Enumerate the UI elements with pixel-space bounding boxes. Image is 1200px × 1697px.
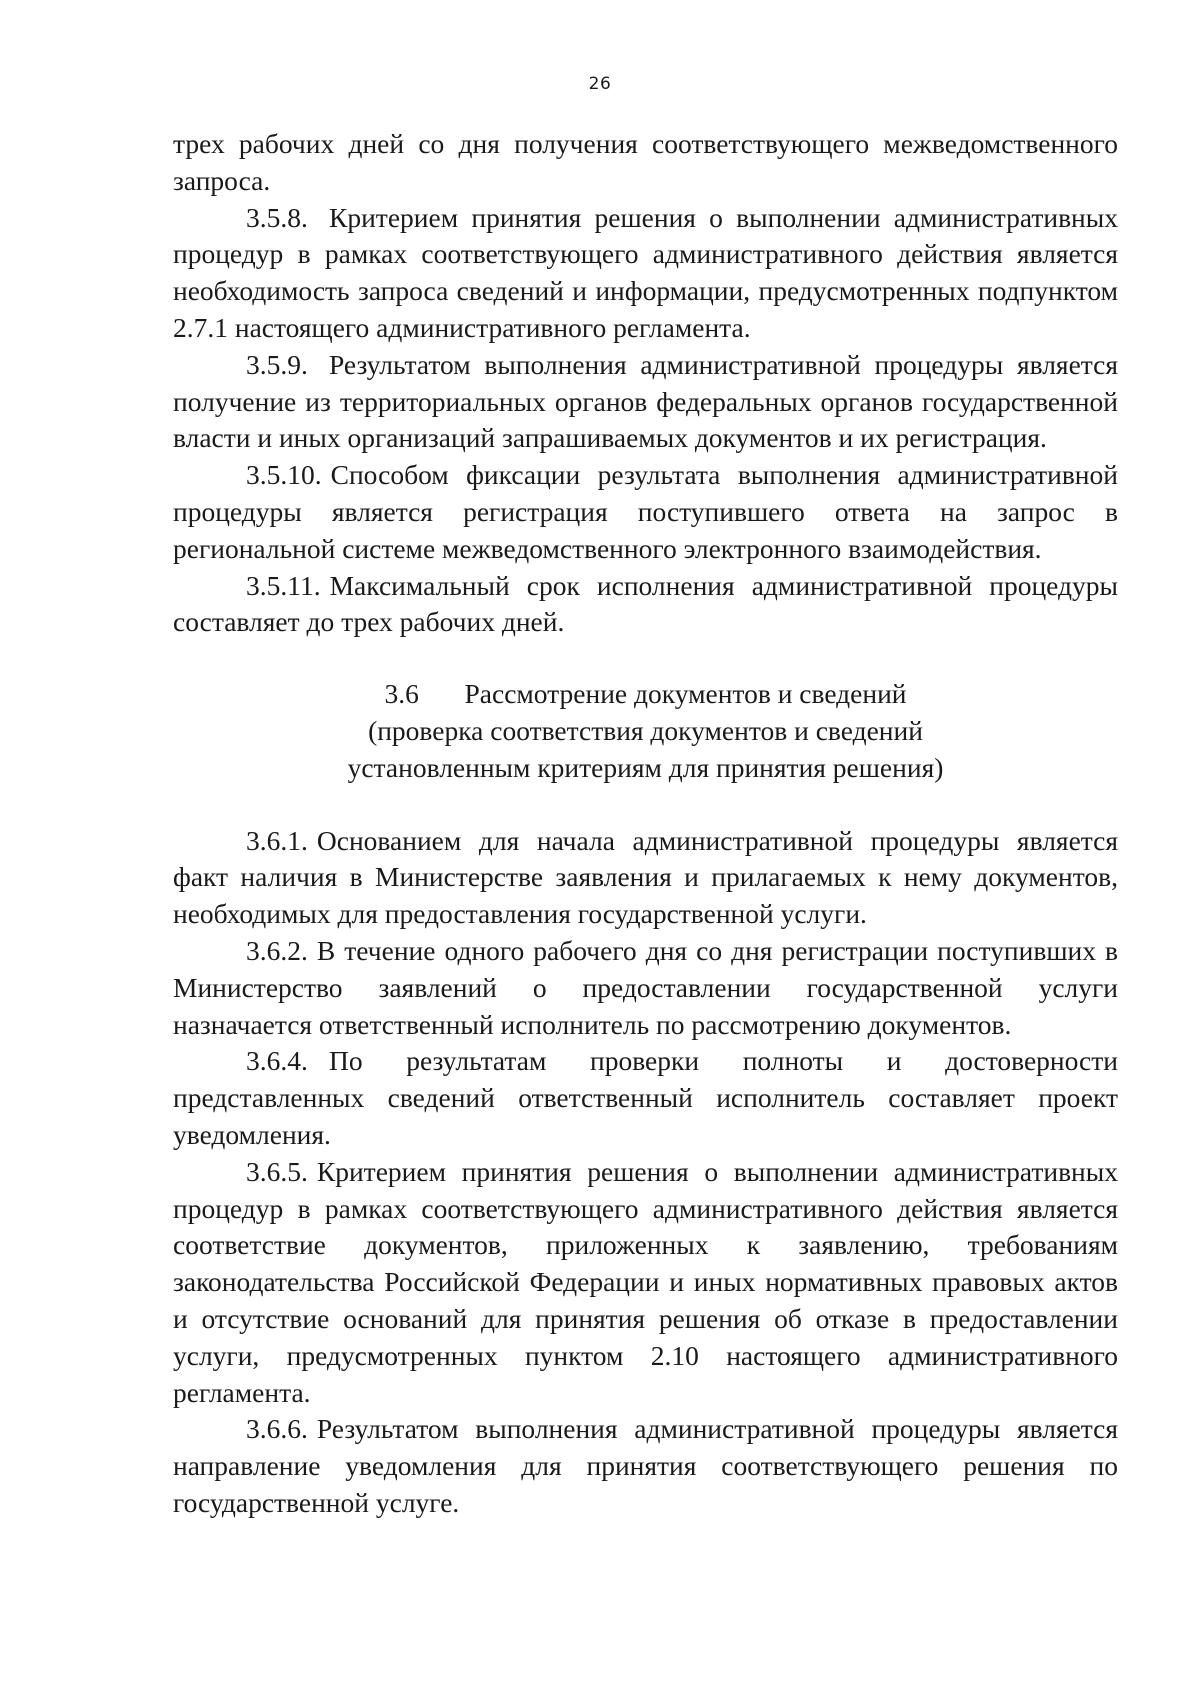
paragraph-text: Критерием принятия решения о выполнении административных процедур в рамках соответствующего административного действия является необходимость запроса сведений и информации, предусмотренных подпунктом 2.7.1 настоящего административного регламента. bbox=[173, 201, 1118, 343]
paragraph-text: Результатом выполнения административной процедуры является получение из территориальных органов федеральных органов государственной власти и иных организаций запрашиваемых документов и их регистрация. bbox=[173, 348, 1118, 454]
paragraph-number: 3.6.6. bbox=[246, 1413, 308, 1445]
paragraph-text: Результатом выполнения административной процедуры является направление уведомления для принятия соответствующего решения по государственной услуге. bbox=[173, 1413, 1118, 1518]
paragraph-text: В течение одного рабочего дня со дня регистрации поступивших в Министерство заявлений о предоставлении государственной услуги назначается ответственный исполнитель по рассмотрению документов. bbox=[173, 934, 1118, 1040]
paragraph-3-6-2 bbox=[173, 933, 1118, 1043]
page-number: 26 bbox=[588, 74, 612, 94]
paragraph-number: 3.5.11. bbox=[246, 569, 321, 601]
paragraph-number: 3.5.10. bbox=[246, 459, 322, 491]
paragraph-3-5-9 bbox=[173, 347, 1118, 457]
paragraph-number: 3.6.4. bbox=[246, 1045, 308, 1077]
section-title: Рассмотрение документов и сведений bbox=[464, 678, 907, 710]
paragraph-3-6-1 bbox=[173, 823, 1118, 933]
paragraph-3-5-10 bbox=[173, 457, 1118, 567]
section-heading-line-2: (проверка соответствия документов и сведений bbox=[368, 714, 923, 746]
section-heading bbox=[173, 676, 1118, 786]
paragraph-3-5-8 bbox=[173, 200, 1118, 347]
paragraph-text: Основанием для начала административной процедуры является факт наличия в Министерстве заявления и прилагаемых к нему документов, необходимых для предоставления государственной услуги. bbox=[173, 824, 1118, 930]
paragraph-text: Критерием принятия решения о выполнении административных процедур в рамках соответствующего административного действия является соответствие документов, приложенных к заявлению, требованиям законодательства Российской Федерации и иных нормативных правовых актов и отсутствие оснований для принятия решения об отказе в предоставлении услуги, предусмотренных пунктом 2.10 настоящего административного регламента. bbox=[173, 1155, 1118, 1408]
paragraph-number: 3.6.1. bbox=[246, 824, 308, 856]
document-body bbox=[173, 126, 1118, 1522]
paragraph-text: трех рабочих дней со дня получения соответствующего межведомственного запроса. bbox=[173, 128, 1118, 196]
paragraph-3-6-5 bbox=[173, 1154, 1118, 1412]
paragraph-number: 3.5.8. bbox=[246, 201, 308, 233]
section-number: 3.6 bbox=[384, 678, 419, 710]
paragraph-number: 3.6.2. bbox=[246, 934, 308, 966]
section-heading-line-1 bbox=[173, 676, 1118, 713]
paragraph-text: Максимальный срок исполнения административной процедуры составляет до трех рабочих дней. bbox=[173, 569, 1118, 638]
paragraph-3-6-4 bbox=[173, 1043, 1118, 1153]
section-heading-line-3: установленным критериям для принятия решения) bbox=[347, 751, 944, 783]
paragraph-3-6-6 bbox=[173, 1411, 1118, 1521]
paragraph-3-5-11 bbox=[173, 568, 1118, 642]
paragraph-continuation bbox=[173, 126, 1118, 200]
paragraph-number: 3.5.9. bbox=[246, 348, 308, 380]
paragraph-text: Способом фиксации результата выполнения административной процедуры является регистрация поступившего ответа на запрос в региональной системе межведомственного электронного взаимодействия. bbox=[173, 459, 1118, 564]
paragraph-number: 3.6.5. bbox=[246, 1155, 308, 1187]
paragraph-text: По результатам проверки полноты и достоверности представленных сведений ответственный исполнитель составляет проект уведомления. bbox=[173, 1045, 1118, 1150]
